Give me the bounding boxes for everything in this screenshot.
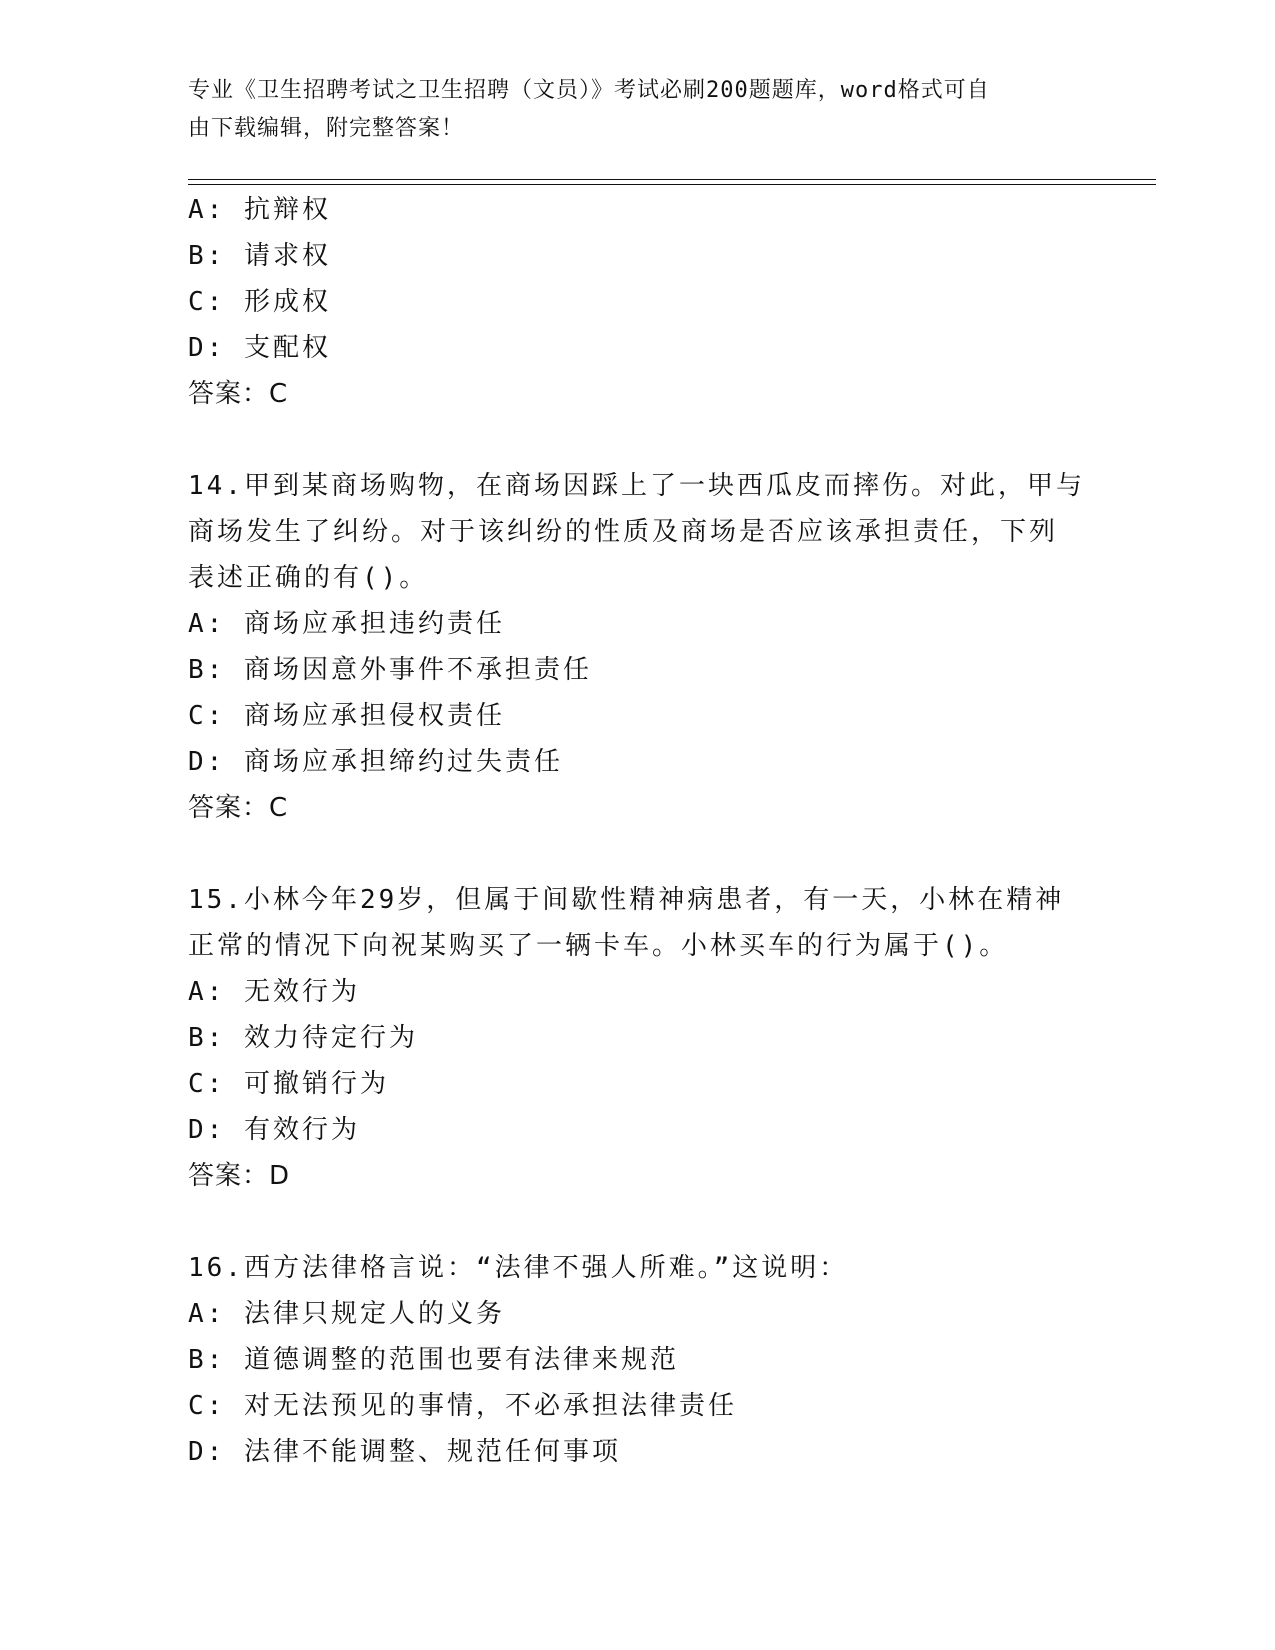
- option-a: A: 抗辩权: [188, 195, 331, 225]
- header-rule-bottom: [188, 184, 1156, 185]
- document-header: [188, 72, 1088, 148]
- answer-text: 答案：C: [188, 793, 289, 823]
- header-line-1: 专业《卫生招聘考试之卫生招聘（文员）》考试必刷200题题库，word格式可自: [188, 78, 990, 103]
- option-c: C: 形成权: [188, 287, 331, 317]
- question-13: [188, 187, 1088, 417]
- option-b: B: 道德调整的范围也要有法律来规范: [188, 1345, 679, 1375]
- header-line-2: 由下载编辑，附完整答案！: [188, 116, 465, 141]
- option-b: B: 商场因意外事件不承担责任: [188, 655, 592, 685]
- answer-text: 答案：D: [188, 1161, 291, 1191]
- question-stem-line: 表述正确的有()。: [188, 563, 429, 593]
- option-d: D: 法律不能调整、规范任何事项: [188, 1437, 621, 1467]
- question-16: [188, 1245, 1088, 1475]
- option-b: B: 效力待定行为: [188, 1023, 418, 1053]
- option-c: C: 可撤销行为: [188, 1069, 389, 1099]
- option-c: C: 对无法预见的事情，不必承担法律责任: [188, 1391, 737, 1421]
- spacer: [188, 1199, 1088, 1245]
- option-d: D: 商场应承担缔约过失责任: [188, 747, 563, 777]
- answer-text: 答案：C: [188, 379, 289, 409]
- question-stem-line: 商场发生了纠纷。对于该纠纷的性质及商场是否应该承担责任，下列: [188, 517, 1059, 547]
- option-a: A: 商场应承担违约责任: [188, 609, 505, 639]
- option-d: D: 支配权: [188, 333, 331, 363]
- option-d: D: 有效行为: [188, 1115, 360, 1145]
- question-stem-line: 正常的情况下向祝某购买了一辆卡车。小林买车的行为属于()。: [188, 931, 1009, 961]
- question-14: [188, 463, 1088, 831]
- option-a: A: 法律只规定人的义务: [188, 1299, 505, 1329]
- question-list: [188, 187, 1088, 1475]
- header-rule-top: [188, 179, 1156, 180]
- spacer: [188, 831, 1088, 877]
- option-c: C: 商场应承担侵权责任: [188, 701, 505, 731]
- spacer: [188, 417, 1088, 463]
- option-a: A: 无效行为: [188, 977, 360, 1007]
- question-stem-line: 15.小林今年29岁，但属于间歇性精神病患者，有一天，小林在精神: [188, 885, 1065, 915]
- question-15: [188, 877, 1088, 1199]
- option-b: B: 请求权: [188, 241, 331, 271]
- question-stem-line: 14.甲到某商场购物，在商场因踩上了一块西瓜皮而摔伤。对此，甲与: [188, 471, 1085, 501]
- question-stem-line: 16.西方法律格言说：“法律不强人所难。”这说明：: [188, 1253, 849, 1283]
